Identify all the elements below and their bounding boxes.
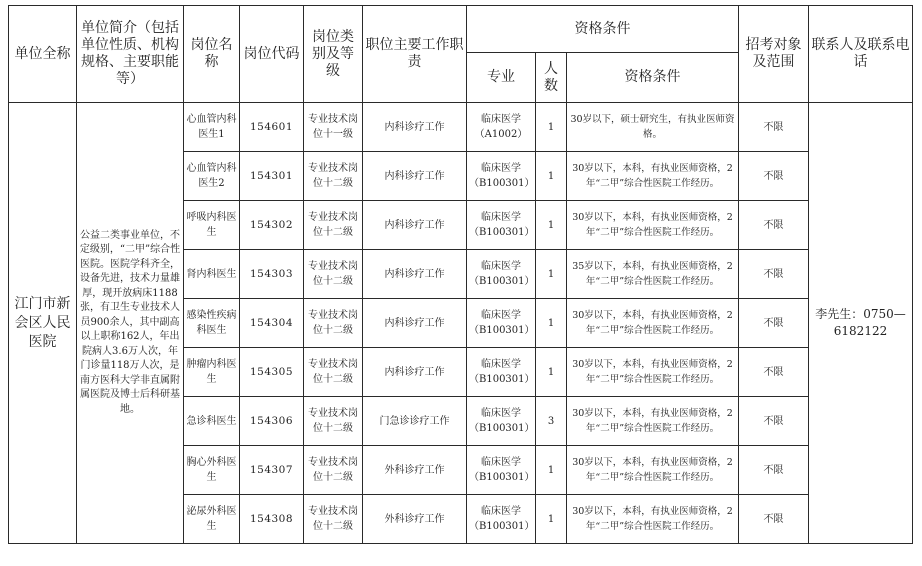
header-scope: 招考对象及范围 [739, 6, 809, 103]
post-category-cell: 专业技术岗位十二级 [304, 299, 363, 348]
major-cell: 临床医学（B100301） [467, 299, 536, 348]
count-cell: 1 [536, 446, 567, 495]
major-cell: 临床医学（B100301） [467, 397, 536, 446]
duties-cell: 外科诊疗工作 [363, 495, 467, 544]
duties-cell: 内科诊疗工作 [363, 103, 467, 152]
post-category-cell: 专业技术岗位十二级 [304, 446, 363, 495]
major-cell: 临床医学（A1002） [467, 103, 536, 152]
header-unit-intro: 单位简介（包括单位性质、机构规格、主要职能等） [77, 6, 184, 103]
post-code-cell: 154304 [240, 299, 304, 348]
post-name-cell: 感染性疾病科医生 [184, 299, 240, 348]
qualifications-cell: 30岁以下，本科，有执业医师资格，2年“二甲”综合性医院工作经历。 [567, 495, 739, 544]
post-name-cell: 急诊科医生 [184, 397, 240, 446]
scope-cell: 不限 [739, 250, 809, 299]
qualifications-cell: 30岁以下，本科，有执业医师资格，2年“二甲”综合性医院工作经历。 [567, 397, 739, 446]
post-code-cell: 154307 [240, 446, 304, 495]
major-cell: 临床医学（B100301） [467, 446, 536, 495]
post-name-cell: 胸心外科医生 [184, 446, 240, 495]
unit-name-cell: 江门市新会区人民医院 [9, 103, 77, 544]
major-cell: 临床医学（B100301） [467, 201, 536, 250]
post-code-cell: 154302 [240, 201, 304, 250]
major-cell: 临床医学（B100301） [467, 348, 536, 397]
table-row [9, 103, 913, 152]
header-unit-name: 单位全称 [9, 6, 77, 103]
scope-cell: 不限 [739, 495, 809, 544]
header-qualifications: 资格条件 [567, 53, 739, 103]
count-cell: 1 [536, 250, 567, 299]
count-cell: 1 [536, 348, 567, 397]
scope-cell: 不限 [739, 103, 809, 152]
post-name-cell: 肿瘤内科医生 [184, 348, 240, 397]
post-code-cell: 154305 [240, 348, 304, 397]
post-code-cell: 154306 [240, 397, 304, 446]
duties-cell: 内科诊疗工作 [363, 152, 467, 201]
qualifications-cell: 30岁以下，本科，有执业医师资格，2年“二甲”综合性医院工作经历。 [567, 299, 739, 348]
major-cell: 临床医学（B100301） [467, 495, 536, 544]
count-cell: 1 [536, 495, 567, 544]
post-code-cell: 154303 [240, 250, 304, 299]
header-count: 人数 [536, 53, 567, 103]
scope-cell: 不限 [739, 446, 809, 495]
duties-cell: 内科诊疗工作 [363, 299, 467, 348]
post-category-cell: 专业技术岗位十二级 [304, 495, 363, 544]
qualifications-cell: 35岁以下，本科，有执业医师资格，2年“二甲”综合性医院工作经历。 [567, 250, 739, 299]
post-category-cell: 专业技术岗位十二级 [304, 201, 363, 250]
post-category-cell: 专业技术岗位十二级 [304, 250, 363, 299]
post-name-cell: 呼吸内科医生 [184, 201, 240, 250]
post-code-cell: 154308 [240, 495, 304, 544]
header-contact: 联系人及联系电话 [809, 6, 913, 103]
post-name-cell: 心血管内科医生2 [184, 152, 240, 201]
count-cell: 1 [536, 152, 567, 201]
count-cell: 1 [536, 201, 567, 250]
post-category-cell: 专业技术岗位十二级 [304, 397, 363, 446]
post-category-cell: 专业技术岗位十一级 [304, 103, 363, 152]
unit-intro-cell: 公益二类事业单位，不定级别，“二甲”综合性医院。医院学科齐全，设备先进，技术力量雄厚，现开放病床1188张，有卫生专业技术人员900余人，其中副高以上职称162人，年出院病人3.6万人次，年门诊量118万人次，是南方医科大学非直属附属医院及博士后科研基地。 [77, 103, 184, 544]
post-name-cell: 泌尿外科医生 [184, 495, 240, 544]
post-category-cell: 专业技术岗位十二级 [304, 348, 363, 397]
header-row [9, 6, 913, 53]
scope-cell: 不限 [739, 201, 809, 250]
post-category-cell: 专业技术岗位十二级 [304, 152, 363, 201]
duties-cell: 内科诊疗工作 [363, 348, 467, 397]
qualifications-cell: 30岁以下，本科，有执业医师资格，2年“二甲”综合性医院工作经历。 [567, 152, 739, 201]
duties-cell: 内科诊疗工作 [363, 250, 467, 299]
header-duties: 职位主要工作职责 [363, 6, 467, 103]
major-cell: 临床医学（B100301） [467, 152, 536, 201]
header-qualifications-group: 资格条件 [467, 6, 739, 53]
scope-cell: 不限 [739, 152, 809, 201]
recruitment-table [8, 5, 913, 544]
header-major: 专业 [467, 53, 536, 103]
duties-cell: 门急诊诊疗工作 [363, 397, 467, 446]
scope-cell: 不限 [739, 348, 809, 397]
major-cell: 临床医学（B100301） [467, 250, 536, 299]
duties-cell: 外科诊疗工作 [363, 446, 467, 495]
post-code-cell: 154601 [240, 103, 304, 152]
qualifications-cell: 30岁以下，本科，有执业医师资格，2年“二甲”综合性医院工作经历。 [567, 446, 739, 495]
count-cell: 1 [536, 103, 567, 152]
post-code-cell: 154301 [240, 152, 304, 201]
header-post-code: 岗位代码 [240, 6, 304, 103]
contact-cell: 李先生：0750—6182122 [809, 103, 913, 544]
post-name-cell: 心血管内科医生1 [184, 103, 240, 152]
qualifications-cell: 30岁以下，本科，有执业医师资格，2年“二甲”综合性医院工作经历。 [567, 348, 739, 397]
count-cell: 3 [536, 397, 567, 446]
count-cell: 1 [536, 299, 567, 348]
post-name-cell: 肾内科医生 [184, 250, 240, 299]
scope-cell: 不限 [739, 397, 809, 446]
header-post-category: 岗位类别及等级 [304, 6, 363, 103]
qualifications-cell: 30岁以下，本科，有执业医师资格，2年“二甲”综合性医院工作经历。 [567, 201, 739, 250]
duties-cell: 内科诊疗工作 [363, 201, 467, 250]
qualifications-cell: 30岁以下，硕士研究生，有执业医师资格。 [567, 103, 739, 152]
scope-cell: 不限 [739, 299, 809, 348]
header-post-name: 岗位名称 [184, 6, 240, 103]
